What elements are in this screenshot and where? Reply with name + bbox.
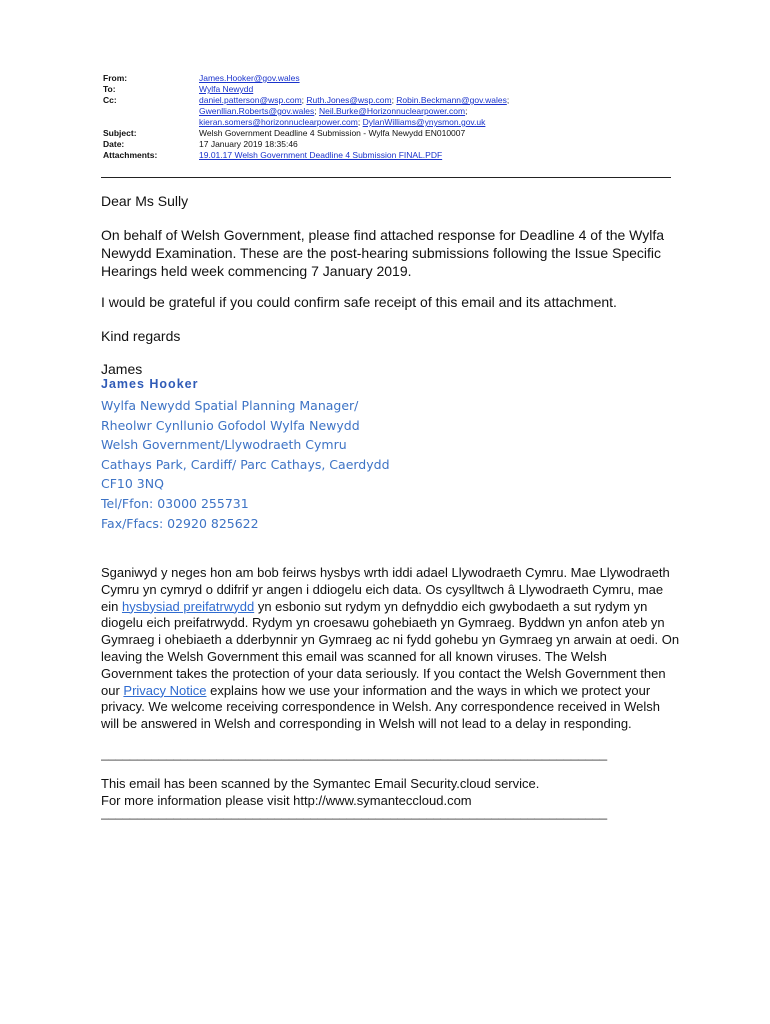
date-row	[103, 139, 683, 150]
attachment-link[interactable]: 19.01.17 Welsh Government Deadline 4 Submission FINAL.PDF	[199, 150, 443, 160]
cc-list: daniel.patterson@wsp.com; Ruth.Jones@wsp.com; Robin.Beckmann@gov.wales; Gwenllian.Roberts@gov.wales; Neil.Burke@Horizonnuclearpower.com; kieran.somers@horizonnuclearpower.com; DylanWilliams@ynysmon.gov.uk	[199, 95, 510, 127]
signature-title-en: Wylfa Newydd Spatial Planning Manager/	[101, 398, 359, 413]
date-label: Date:	[103, 139, 125, 149]
scan-line: This email has been scanned by the Symantec Email Security.cloud service.	[101, 776, 540, 791]
signature-organisation: Welsh Government/Llywodraeth Cymru	[101, 437, 347, 453]
subject-row	[103, 128, 683, 139]
cc-row	[103, 95, 683, 128]
request-paragraph: I would be grateful if you could confirm safe receipt of this email and its attachment.	[101, 294, 617, 310]
cc-label: Cc:	[103, 95, 117, 105]
disclaimer	[101, 565, 681, 733]
separator-line: ______________________________________________________________________	[101, 806, 608, 820]
email-header	[103, 73, 683, 161]
disclaimer-text: explains how we use your information and the ways in which we protect your privacy. We welcome receiving correspondence in Welsh. Any correspondence received in Welsh will be answered in Welsh and corresponding in Welsh will not lead to a delay in responding.	[101, 682, 661, 732]
cc-link[interactable]: daniel.patterson@wsp.com	[199, 95, 302, 105]
signature	[101, 376, 390, 533]
cc-link[interactable]: Robin.Beckmann@gov.wales	[396, 95, 507, 105]
signoff-name: James	[101, 361, 143, 377]
signature-fax: Fax/Ffacs: 02920 825622	[101, 515, 259, 531]
disclaimer-text: yn esbonio sut rydym yn defnyddio eich gwybodaeth a sut rydym yn diogelu eich preifatrwydd. Rydym yn croesawu gohebiaeth yn Gymraeg. Byddwn yn anfon ateb yn Gymraeg i ohebiaeth a dderbynnir yn Gymraeg ac ni fydd gohebu yn Gymraeg yn arwain at oedi. On leaving the Welsh Government this email was scanned for all known viruses. The Welsh Government takes the protection of your data seriously. If you contact the Welsh Government then our	[101, 598, 680, 698]
signature-postcode: CF10 3NQ	[101, 476, 164, 492]
signature-title-cy: Rheolwr Cynllunio Gofodol Wylfa Newydd	[101, 417, 360, 433]
cc-link[interactable]: Gwenllian.Roberts@gov.wales	[199, 106, 315, 116]
signature-address: Cathays Park, Cardiff/ Parc Cathays, Caerdydd	[101, 456, 390, 472]
subject-value: Welsh Government Deadline 4 Submission - Wylfa Newydd EN010007	[199, 128, 466, 138]
main-paragraph: On behalf of Welsh Government, please find attached response for Deadline 4 of the Wylfa Newydd Examination. These are the post-hearing submissions following the Issue Specific Hearings held week commencing 7 January 2019.	[101, 227, 665, 279]
cc-link[interactable]: kieran.somers@horizonnuclearpower.com	[199, 117, 358, 127]
to-link[interactable]: Wylfa Newydd	[199, 84, 254, 94]
privacy-notice-link[interactable]: Privacy Notice	[123, 682, 207, 698]
attachments-row	[103, 150, 683, 161]
attachments-label: Attachments:	[103, 150, 158, 160]
closing: Kind regards	[101, 328, 181, 344]
greeting: Dear Ms Sully	[101, 193, 189, 209]
signature-phone: Tel/Ffon: 03000 255731	[101, 495, 249, 511]
signature-name: James Hooker	[101, 377, 199, 391]
disclaimer-text: Sganiwyd y neges hon am bob feirws hysbys wrth iddi adael Llywodraeth Cymru. Mae Llywodraeth Cymru yn cymryd o ddifrif yr angen i ddiogelu eich data. Os cysylltwch â Llywodraeth Cymru, mae ein	[101, 565, 670, 614]
cc-link[interactable]: DylanWilliams@ynysmon.gov.uk	[362, 117, 486, 127]
date-value: 17 January 2019 18:35:46	[199, 139, 298, 149]
from-link[interactable]: James.Hooker@gov.wales	[199, 73, 300, 83]
cc-link[interactable]: Neil.Burke@Horizonnuclearpower.com	[318, 106, 466, 116]
to-label: To:	[103, 84, 116, 94]
separator-line: ______________________________________________________________________	[101, 747, 608, 761]
subject-label: Subject:	[103, 128, 137, 138]
from-label: From:	[103, 73, 128, 83]
cc-link[interactable]: Ruth.Jones@wsp.com	[306, 95, 392, 105]
scan-notice	[101, 776, 539, 809]
scan-info-line: For more information please visit http://www.symanteccloud.com	[101, 792, 472, 808]
from-row	[103, 73, 683, 84]
privacy-notice-cy-link[interactable]: hysbysiad preifatrwydd	[121, 598, 255, 614]
to-row	[103, 84, 683, 95]
header-divider	[101, 177, 671, 178]
